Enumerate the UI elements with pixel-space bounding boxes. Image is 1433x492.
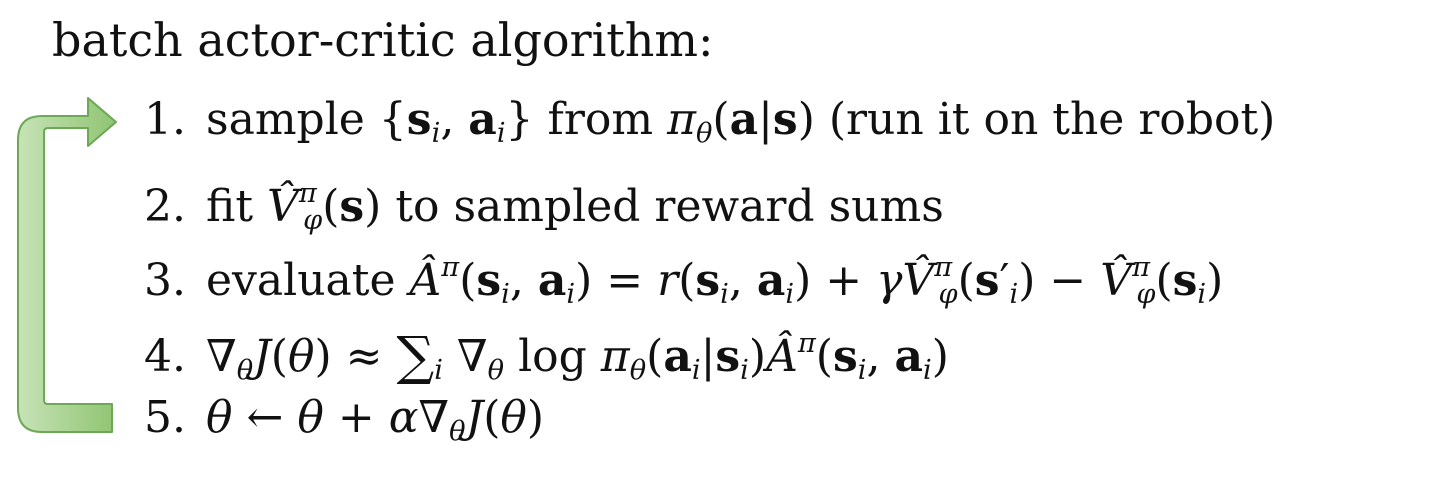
step-3-number: 3. xyxy=(144,255,186,307)
loop-arrow-shape xyxy=(18,98,116,432)
step-5 xyxy=(144,390,544,460)
step-1-number: 1. xyxy=(144,94,186,145)
algorithm-title: batch actor-critic algorithm: xyxy=(52,13,714,67)
step-2-number: 2. xyxy=(144,181,186,233)
step-1 xyxy=(144,92,1275,162)
step-4-formula: ∇θJ(θ) ≈ ∑i ∇θ $\log \pi\theta(ai|si)Â^\pi(si$, ai) xyxy=(206,326,949,388)
step-4 xyxy=(144,316,949,399)
step-1-formula: sample {si, ai} from πθ(a|s) (run it on the robot) xyxy=(206,94,1276,150)
step-4-number: 4. xyxy=(144,331,186,383)
loop-arrow-icon xyxy=(0,0,160,492)
step-2 xyxy=(144,166,944,249)
step-5-number: 5. xyxy=(144,392,186,443)
step-3-formula: evaluate $Â^\pi(si$, ai) = r(si, ai) + γV̂$^\pi$φ(s′i) − V̂$^\pi$φ(si) xyxy=(206,252,1224,311)
step-2-formula: fit V̂$^\pi$φ(s) to sampled reward sums xyxy=(206,178,944,237)
step-3 xyxy=(144,240,1223,323)
step-5-formula: θ ← θ + α∇θJ(θ) xyxy=(206,392,545,448)
